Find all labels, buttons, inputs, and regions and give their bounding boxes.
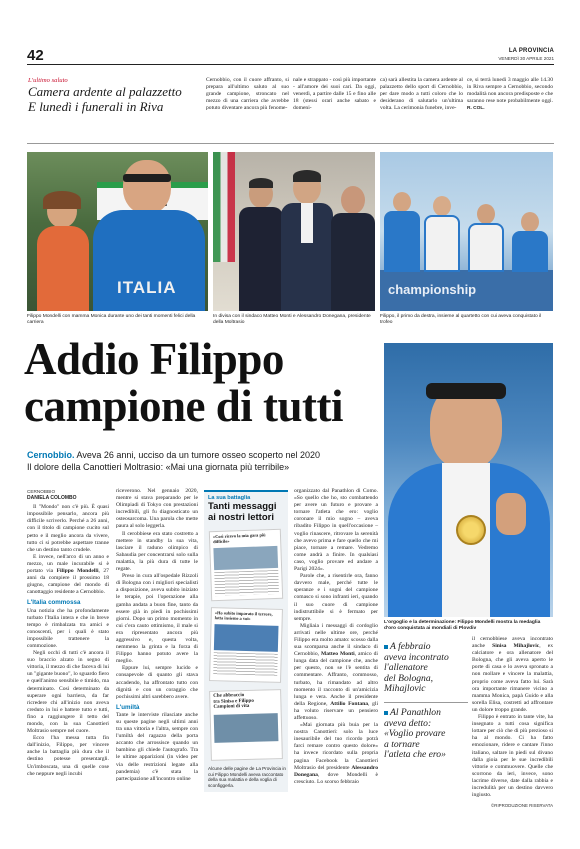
rower-4 [512,212,548,272]
medal-icon [456,515,486,545]
photo-medal [384,343,553,617]
top-story-col2: nale e strappato - così più importante - all'amore dei suoi cari. Da oggi, venerdì, a partire dalle 15 e fino alle 18 (stessi orari anche sabato e domeni- [293,77,376,112]
header-rule [27,64,554,65]
sidebar-clip-1 [209,529,283,601]
photo-quartet-boat [380,270,553,311]
top-story-kicker: L'ultimo saluto [28,77,68,84]
col2-p4: Eppure lui, sempre lucido e consapevole di quanto gli stava accadendo, ha affrontato tutto con dignità e con un coraggio che pochissimi altri sarebbero avere. [116,665,198,700]
sidebar-caption: Alcune delle pagine de La Provincia in cui Filippo Mondelli aveva raccontato della sua malattia e della voglia di sconfiggerla. [208,766,286,788]
photo-medal-caption: L'orgoglio e la determinazione: Filippo Mondelli mostra la medaglia d'oro conquistata ai mondiali di Plovdiv [384,620,541,631]
pull-quote-2-marker [384,711,388,715]
col1-subhead: L'Italia commossa [27,599,81,607]
col1-p5: Ecco l'ha messa tutta fin dall'inizio, Filippo, per vincere anche la battaglia più dura che il destino potesse presentargli. Un'imboscata, una di quelle cose che neppure negli incubi [27,735,109,777]
col4-p2: Filippo è entrato in tante vite, ha insegnato a tutti cosa significa lottare per ciò che di più prezioso si ha al mondo. Ci ha fatto emozionare, ridere e cantare l'inno italiano, saltare in piedi sul divano dalla gioia per le sue incredibili vittorie e commuovere. Quelle che scorrono da ieri, invece, sono lacrime diverse, date dalla rabbia e incredulità per un destino davvero ingiusto. [472,714,553,799]
sub-line2: Il dolore della Canottieri Moltrasio: «Mai una giornata più terribile» [27,461,290,472]
article-col4 [472,636,553,809]
col1-p1: Il "Mondo" non c'è più. È quasi impossibile pensarlo, ancora più difficile scriverlo. Perché a 26 anni, con il titolo di campione cucito sul petto e il meglio ancora da vivere, tutto ci si potrebbe aspettare tranne che un destino tanto crudele. [27,504,109,553]
photo-mother-son [27,152,208,311]
photo-quartet [380,152,553,311]
pull-quote-2: Al Panathlon aveva detto: «Voglio provare a tornare l'atleta che ero» [384,707,446,761]
sidebar-clip-2 [209,607,283,683]
main-headline-line2: campione di tutti [24,381,344,431]
photo-mother [33,194,91,311]
photo-man-left [239,180,283,311]
photo-uniform [213,152,375,311]
top-story-title [28,85,208,114]
photo-flag [213,152,235,262]
sidebar-clip-3 [209,689,283,761]
sidebar-title: Tanti messaggi ai nostri lettori [208,501,277,523]
col4-p1: il cernobbiese aveva incontrato anche Sinisa Mihajlovic, ex calciatore e ora allenatore del Bologna, che gli aveva aperto le porte di casa e lo aveva spronato a non mollare e vincere la malattia, proprio come aveva fatto lui. Sarà ora importante rimanere vicino a mamma Monica, papà Guido e alla sorella Elisa, costretti ad affrontare un dolore troppo grande. [472,636,553,713]
col2-subhead: L'umiltà [116,703,140,711]
col3-p4: «Mai giornata più buia per la nostra Canottieri: solo la luce inesauribile del tuo ricordo potrà farci remare contro questo dolore» ha invece ricordato sulla propria pagina Facebook la Canottieri Moltrasio del presidente Alessandro Donegana, dove Mondelli è cresciuto. Lo scorso febbraio [294,722,378,785]
top-story-rule [27,143,554,144]
top-story-col4 [467,77,553,112]
clip3-title: Che abbraccio tra Sinisa e Filippo Campioni di vita [213,693,254,711]
col2-p1: riceverono. Nel gennaio 2020, mentre si stava preparando per le Olimpiadi di Tokyo con prestazioni incredibili, gli fu diagnosticato un osteosarcoma. Una parola che mette paura al solo leggerla. [116,488,198,530]
top-story-signature: R. COL. [467,106,485,112]
photo-medal-hand [496,493,526,535]
boat-text: championship [388,282,477,297]
photo-athlete [93,160,205,311]
col1-p2: E invece, nell'arco di un anno e mezzo, un male incurabile si è portato via Filippo Mondelli, 27 anni da compiere il prossimo 18 giugno, campione del mondo di canottaggio residente a Cernobbio. [27,553,109,596]
pull-quote-1: A febbraio aveva incontrato l'allenatore del Bologna, Mihajlovic [384,641,449,695]
sub-location: Cernobbio. [27,450,75,460]
col1-p3: Una notizia che ha profondamente turbato l'Italia intera e che in breve tempo è rimbalzata tra amici e conoscenti, per i quali è stato impossibile trattenere la commozione. [27,607,109,649]
main-headline [24,336,384,430]
copyright: ©RIPRODUZIONE RISERVATA [491,803,553,809]
clip2-title: «Ho subito imparato il terrore, lotta insieme a voi» [214,610,273,622]
page-number: 42 [27,47,44,64]
main-headline-line1: Addio Filippo [24,334,284,384]
col3-p1: organizzato dal Panathlon di Como. «So quello che ho, sto combattendo per avere un futuro e provare a tornare l'atleta che ero: voglio coronare il mio sogno – aveva ribadito Filippo in quell'occasione – voglio rinascere, ritrovare la serenità che avevo prima e fare quello che mi piace, tornare a remare. Vedremo come andrà a finire. In qualsiasi caso, voglio provare ed andare a Parigi 2024». [294,488,378,573]
photo-medal-sunglasses [426,383,506,399]
photo-quartet-caption: Filippo, il primo da destra, insieme al quartetto con cui aveva conquistato il trofeo [380,314,542,325]
article-location: CERNOBBIO [27,489,56,494]
col2-p5: Tante le interviste rilasciate anche su queste pagine negli ultimi anni tra una vittoria e l'altra, sempre con l'umiltà del ragazzo della porta accanto che arrossisce quando un bambino gli chiede l'autografo. Tra le ultime apparizioni (in video per via delle restrizioni legate alla pandemia) c'è stata la partecipazione all'incontro online [116,711,198,782]
top-story-col4-text: ce, si terrà lunedì 3 maggio alle 14.30 in Riva sempre a Cernobbio, secondo modalità non ancora predisposte e che saranno rese note probabilmente oggi. [467,77,553,105]
article-col1 [27,488,109,778]
col3-p2: Parole che, a risentirle ora, fanno davvero male, perché tutte le speranze e i sogni del campione comasco si sono infranti ieri, quando il suo cuore di campione indistruttibile si è fermato per sempre. [294,573,378,622]
jersey-text: ITALIA [117,278,177,297]
photo-uniform-caption: In divisa con il sindaco Matteo Monti e Alessandro Donegana, presidente della Moltrasio [213,314,371,325]
masthead-brand: LA PROVINCIA [508,48,554,54]
top-story-title-line2: E lunedì i funerali in Riva [28,98,164,114]
sidebar-kicker: La sua battaglia [208,495,251,501]
rower-1 [384,192,420,272]
article-author: DANIELA COLOMBO [27,495,77,502]
top-story-col1: Cernobbio, con il cuore affranto, si prepara all'ultimo saluto al suo grande campione, stroncato nel mezzo di una carriera che avrebbe potuto diventare ancora più fenome- [206,77,289,112]
article-col2 [116,488,198,783]
rower-2 [424,196,460,272]
col3-p3: Migliaia i messaggi di cordoglio arrivati nelle ultime ore, perché Filippo era molto amato: scosso dalla sua scomparsa anche il sindaco di Cernobbio, Matteo Monti, amico di lunga data del campione che, anche per questo, non se l'è sentita di commentare. Affranto, commosso, turbato, ha rimandato ad altro momento il racconto di un'amicizia lunga e vera. Anche il presidente della Regione, Attilio Fontana, gli ha voluto riservare un pensiero affettuoso. [294,622,378,721]
photo-man-center [281,172,333,311]
photo-man-right [331,186,375,311]
masthead-date: VENERDÌ 30 APRILE 2021 [498,56,554,61]
col2-p3: Preso in cura all'ospedale Rizzoli di Bologna con i migliori specialisti a disposizione, aveva subito iniziato le terapie, poi l'operazione alla gamba andata a buon fine, tanto da essere già in piedi in pochissimi giorni. Dopo un primo momento in cui c'era cauto ottimismo, il male si era ripresentato ancora più aggressivo e, questa volta, nemmeno la grinta e la forza di Filippo hanno potuto avere la meglio. [116,573,198,665]
main-subheadline [27,450,382,473]
sidebar-box [204,490,288,792]
photo-mother-son-caption: Filippo Mondelli con mamma Monica durante uno dei tanti momenti felici della carriera [27,314,196,325]
top-story-title-line1: Camera ardente al palazzetto [28,84,182,99]
pull-quote-divider [384,702,468,703]
top-story-col3: ca) sarà allestita la camera ardente al palazzetto dello sport di Cernobbio, per dare modo a tutti coloro che lo desiderano di salutarlo un'ultima volta. La cerimonia funebre, inve- [380,77,463,112]
rower-3 [468,204,504,272]
article-col3 [294,488,378,786]
col2-p2: Il cerobbiese era stato costretto a mettere in standby la sua vita, lasciare il raduno olimpico di Sabaudia per concentrarsi solo sulla malattia, la più dura di tutte le regate. [116,530,198,573]
clip1-title: «Così ricevo la mia gara più difficile» [212,532,266,545]
sub-line1: Aveva 26 anni, ucciso da un tumore osseo scoperto nel 2020 [74,450,320,460]
pull-quote-1-marker [384,645,388,649]
col1-p4: Negli occhi di tutti c'è ancora il suo braccio alzato in segno di vittoria, il mezzo di che faceva di lui un "gigante buono", lo sguardo fiero e quell'animo sensibile e timido, ma determinato. Così determinato da superare ogni barriera, da far ricredere chi all'inizio non aveva creduto in lui e battere tutto e tutti, fino a raggiungere il tetto del mondo, con la sua Canottieri Moltrasio sempre nel cuore. [27,650,110,735]
